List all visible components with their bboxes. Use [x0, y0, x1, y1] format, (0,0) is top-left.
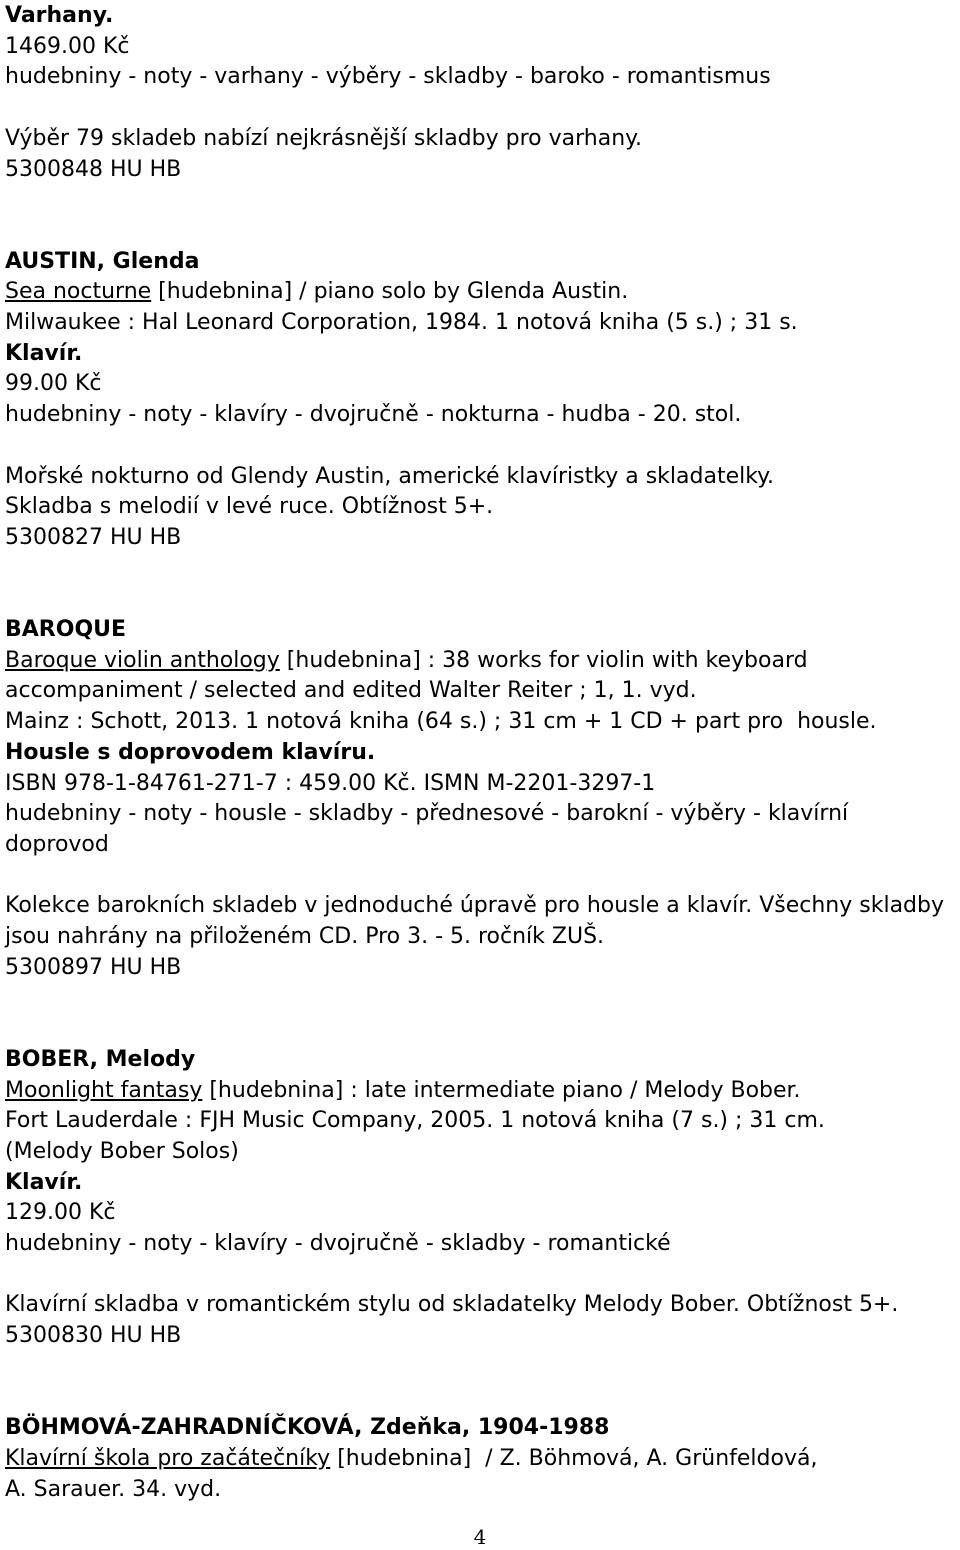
entry-title-link[interactable]: Klavírní škola pro začátečníky [5, 1445, 331, 1471]
entry-title-rest: [hudebnina] / Z. Böhmová, A. Grünfeldová, [330, 1445, 818, 1471]
page-number: 4 [473, 1525, 487, 1549]
entry-title-link[interactable]: Baroque violin anthology [5, 647, 280, 673]
entry-title-continued: accompaniment / selected and edited Walter Reiter ; 1, 1. vyd. [5, 678, 697, 704]
entry-title-link[interactable]: Moonlight fantasy [5, 1077, 203, 1103]
entry-code: 5300830 HU HB [5, 1323, 182, 1349]
entry-subjects: hudebniny - noty - klavíry - dvojručně - nokturna - hudba - 20. stol. [5, 402, 742, 428]
entry-series: (Melody Bober Solos) [5, 1138, 239, 1164]
entry-title: Varhany. [5, 3, 114, 28]
entry-title-line [5, 277, 955, 308]
entry-title-continued: A. Sarauer. 34. vyd. [5, 1476, 222, 1502]
entry-price: 129.00 Kč [5, 1200, 116, 1226]
entry-title-line [5, 646, 955, 677]
entry-code: 5300897 HU HB [5, 954, 182, 980]
entry-instrument: Klavír. [5, 340, 83, 366]
catalog-entry-bohmova [5, 1413, 955, 1505]
entry-author: BOBER, Melody [5, 1046, 196, 1072]
entry-annotation: Mořské nokturno od Glendy Austin, americké klavíristky a skladatelky. [5, 463, 775, 489]
catalog-entry-baroque [5, 615, 955, 983]
entry-title-rest: [hudebnina] : 38 works for violin with keyboard [279, 647, 808, 673]
entry-subjects: hudebniny - noty - varhany - výběry - skladby - baroko - romantismus [5, 64, 771, 90]
entry-annotation: Kolekce barokních skladeb v jednoduché úpravě pro housle a klavír. Všechny skladby [5, 893, 945, 919]
entry-isbn: ISBN 978-1-84761-271-7 : 459.00 Kč. ISMN M-2201-3297-1 [5, 770, 656, 796]
entry-author: BÖHMOVÁ-ZAHRADNÍČKOVÁ, Zdeňka, 1904-1988 [5, 1415, 610, 1441]
catalog-entry-bober [5, 1045, 955, 1352]
entry-annotation: Skladba s melodií v levé ruce. Obtížnost 5+. [5, 494, 494, 520]
entry-annotation: Výběr 79 skladeb nabízí nejkrásnější skladby pro varhany. [5, 125, 643, 151]
entry-price: 99.00 Kč [5, 371, 102, 397]
entry-subjects: hudebniny - noty - klavíry - dvojručně - skladby - romantické [5, 1231, 671, 1257]
catalog-entry-organ [5, 1, 955, 185]
entry-code: 5300827 HU HB [5, 524, 182, 550]
entry-title-rest: [hudebnina] : late intermediate piano / Melody Bober. [202, 1077, 801, 1103]
entry-annotation: Klavírní skladba v romantickém stylu od skladatelky Melody Bober. Obtížnost 5+. [5, 1292, 899, 1318]
entry-instrument: Housle s doprovodem klavíru. [5, 739, 376, 765]
entry-code: 5300848 HU HB [5, 156, 182, 182]
entry-title-link[interactable]: Sea nocturne [5, 279, 152, 305]
catalog-page [5, 1, 955, 1505]
entry-price: 1469.00 Kč [5, 33, 130, 59]
entry-title-line [5, 1444, 955, 1475]
entry-publication: Milwaukee : Hal Leonard Corporation, 1984. 1 notová kniha (5 s.) ; 31 s. [5, 310, 798, 335]
entry-author: BAROQUE [5, 617, 127, 642]
entry-annotation: jsou nahrány na přiloženém CD. Pro 3. - 5. ročník ZUŠ. [5, 924, 605, 950]
entry-instrument: Klavír. [5, 1169, 83, 1195]
entry-publication: Fort Lauderdale : FJH Music Company, 2005. 1 notová kniha (7 s.) ; 31 cm. [5, 1108, 825, 1134]
catalog-entry-austin [5, 247, 955, 554]
entry-subjects: hudebniny - noty - housle - skladby - přednesové - barokní - výběry - klavírní [5, 801, 849, 827]
entry-title-rest: [hudebnina] / piano solo by Glenda Austin. [151, 279, 629, 305]
entry-publication: Mainz : Schott, 2013. 1 notová kniha (64 s.) ; 31 cm + 1 CD + part pro housle. [5, 709, 877, 735]
entry-author: AUSTIN, Glenda [5, 248, 200, 274]
entry-subjects: doprovod [5, 831, 109, 857]
entry-title-line [5, 1076, 955, 1107]
